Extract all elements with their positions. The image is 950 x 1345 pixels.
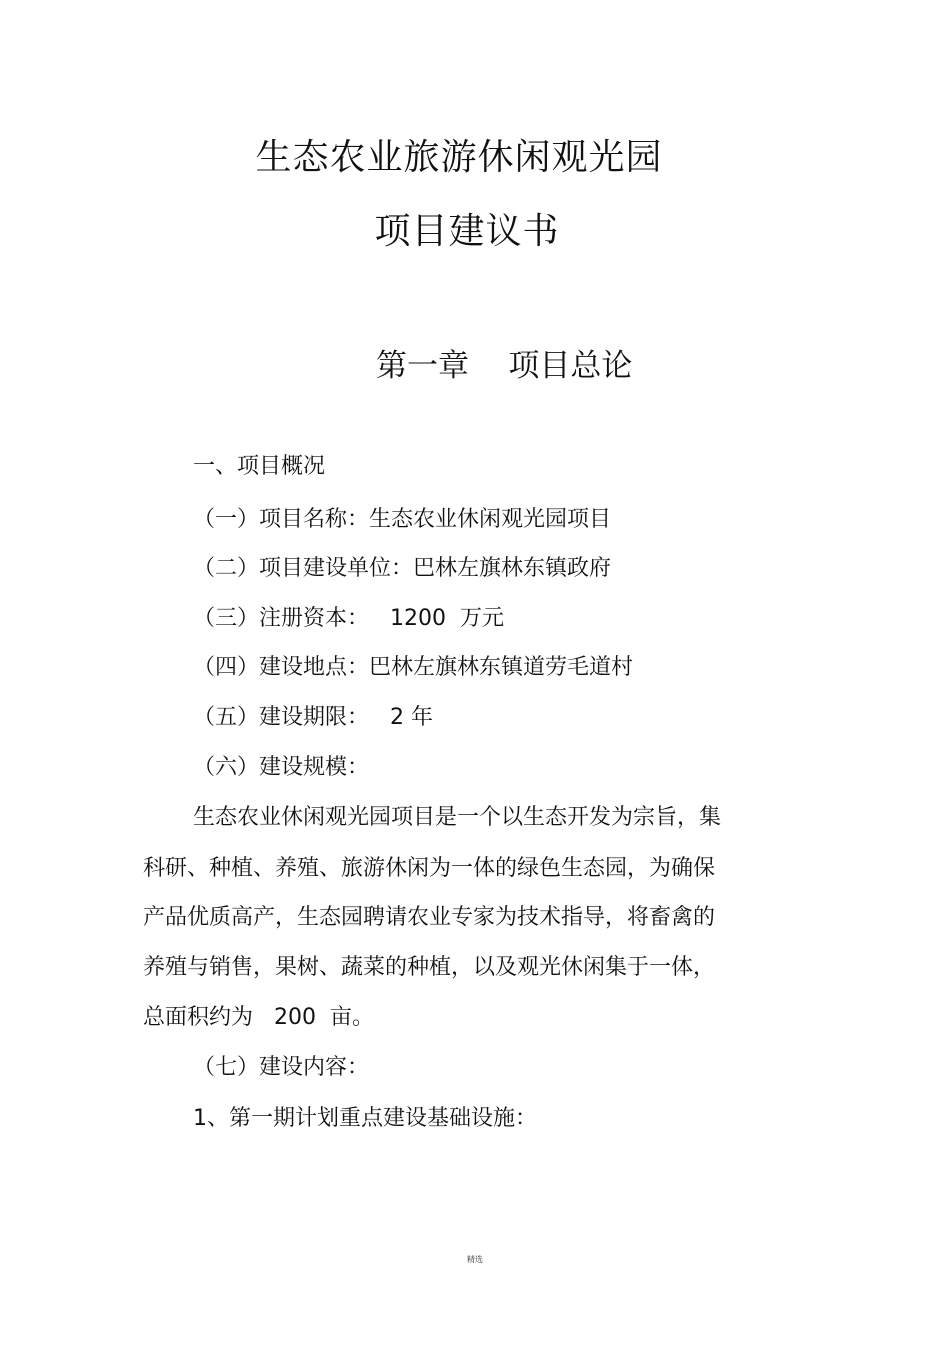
phase-one-heading: 1、第一期计划重点建设基础设施： <box>193 1106 537 1131</box>
paragraph-line-1: 生态农业休闲观光园项目是一个以生态开发为宗旨，集 <box>193 805 722 830</box>
page-footer: 精选 <box>467 1255 483 1264</box>
paragraph-line-3: 产品优质高产，生态园聘请农业专家为技术指导，将畜禽的 <box>143 905 716 930</box>
overview-item-5: （五）建设期限： 2 年 <box>193 705 433 730</box>
overview-item-3: （三）注册资本： 1200 万元 <box>193 606 504 631</box>
paragraph-line-4: 养殖与销售，果树、蔬菜的种植，以及观光休闲集于一体， <box>143 955 716 980</box>
overview-item-7: （七）建设内容： <box>193 1055 370 1080</box>
overview-item-6: （六）建设规模： <box>193 755 370 780</box>
overview-item-2: （二）项目建设单位：巴林左旗林东镇政府 <box>193 556 612 581</box>
overview-item-4: （四）建设地点：巴林左旗林东镇道劳毛道村 <box>193 655 634 680</box>
paragraph-line-2: 科研、种植、养殖、旅游休闲为一体的绿色生态园，为确保 <box>143 856 716 881</box>
overview-item-1: （一）项目名称：生态农业休闲观光园项目 <box>193 507 612 532</box>
document-title-line-2: 项目建议书 <box>374 211 560 252</box>
paragraph-line-5: 总面积约为 200 亩。 <box>143 1005 374 1030</box>
section-heading: 一、项目概况 <box>193 454 326 479</box>
chapter-heading: 第一章 项目总论 <box>376 348 633 384</box>
document-title-line-1: 生态农业旅游休闲观光园 <box>255 137 663 178</box>
